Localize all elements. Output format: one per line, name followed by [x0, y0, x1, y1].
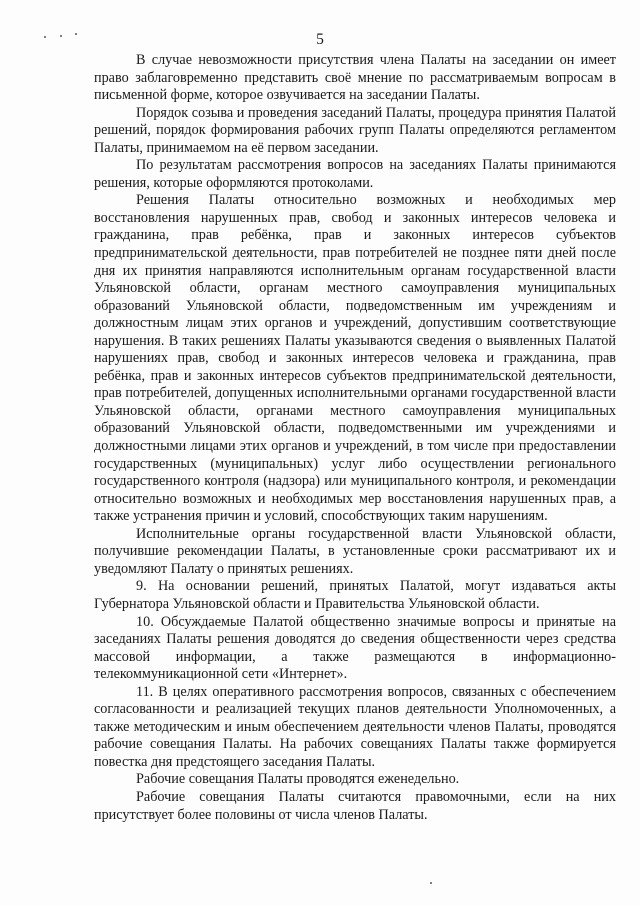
- paragraph: Рабочие совещания Палаты проводятся еженедельно.: [136, 771, 460, 788]
- page-number: 5: [316, 31, 324, 48]
- paragraph: Решения Палаты относительно возможных и необходимых мер восстановления нарушенных прав, свобод и законных интересов человека и гражданина, прав ребёнка, прав и законных интересов субъектов предпринимательской деятельности, прав потребителей не позднее пяти дней после дня их принятия направляются исполнительным органам государственной власти Ульяновской области, органам местного самоуправления муниципальных образований Ульяновской области, подведомственным им учреждениям и должностным лицам этих органов и учреждений, допустившим соответствующие нарушения. В таких решениях Палаты указываются сведения о выявленных Палатой нарушениях прав, свобод и законных интересов человека и гражданина, прав ребёнка, прав и законных интересов субъектов предпринимательской деятельности, прав потребителей, допущенных исполнительными органами государственной власти Ульяновской области, органами местного самоуправления муниципальных образований Ульяновской области, подведомственными им учреждениями и должностными лицами этих органов и учреждений, в том числе при предоставлении государственных (муниципальных) услуг либо осуществлении регионального государственного контроля (надзора) или муниципального контроля, и рекомендации относительно возможных и необходимых мер восстановления нарушенных прав, а также устранения причин и условий, способствующих таким нарушениям.: [94, 192, 616, 525]
- paragraph: По результатам рассмотрения вопросов на заседаниях Палаты принимаются решения, которые оформляются протоколами.: [94, 157, 616, 191]
- scan-artifact-dot: [430, 882, 432, 884]
- paragraph: Исполнительные органы государственной власти Ульяновской области, получившие рекомендации Палаты, в установленные сроки рассматривают их и уведомляют Палату о принятых решениях.: [94, 525, 616, 577]
- paragraph: 10. Обсуждаемые Палатой общественно значимые вопросы и принятые на заседаниях Палаты решения доводятся до сведения общественности через средства массовой информации, а также размещаются в информационно-телекоммуникационной сети «Интернет».: [94, 613, 616, 683]
- paragraph: 11. В целях оперативного рассмотрения вопросов, связанных с обеспечением согласованности и реализацией текущих планов деятельности Уполномоченных, а также методическим и иным обеспечением деятельности членов Палаты, проводятся рабочие совещания Палаты. На рабочих совещаниях Палаты также формируется повестка дня предстоящего заседания Палаты.: [94, 683, 616, 770]
- document-body: [94, 52, 616, 824]
- paragraph: В случае невозможности присутствия члена Палаты на заседании он имеет право заблаговременно представить своё мнение по рассматриваемым вопросам в письменной форме, которое озвучивается на заседании Палаты.: [94, 52, 616, 104]
- paragraph: Рабочие совещания Палаты считаются правомочными, если на них присутствует более половины от числа членов Палаты.: [94, 788, 616, 823]
- paragraph: 9. На основании решений, принятых Палатой, могут издаваться акты Губернатора Ульяновской области и Правительства Ульяновской области.: [94, 578, 616, 612]
- paragraph: Порядок созыва и проведения заседаний Палаты, процедура принятия Палатой решений, порядок формирования рабочих групп Палаты определяются регламентом Палаты, принимаемом на её первом заседании.: [94, 104, 616, 156]
